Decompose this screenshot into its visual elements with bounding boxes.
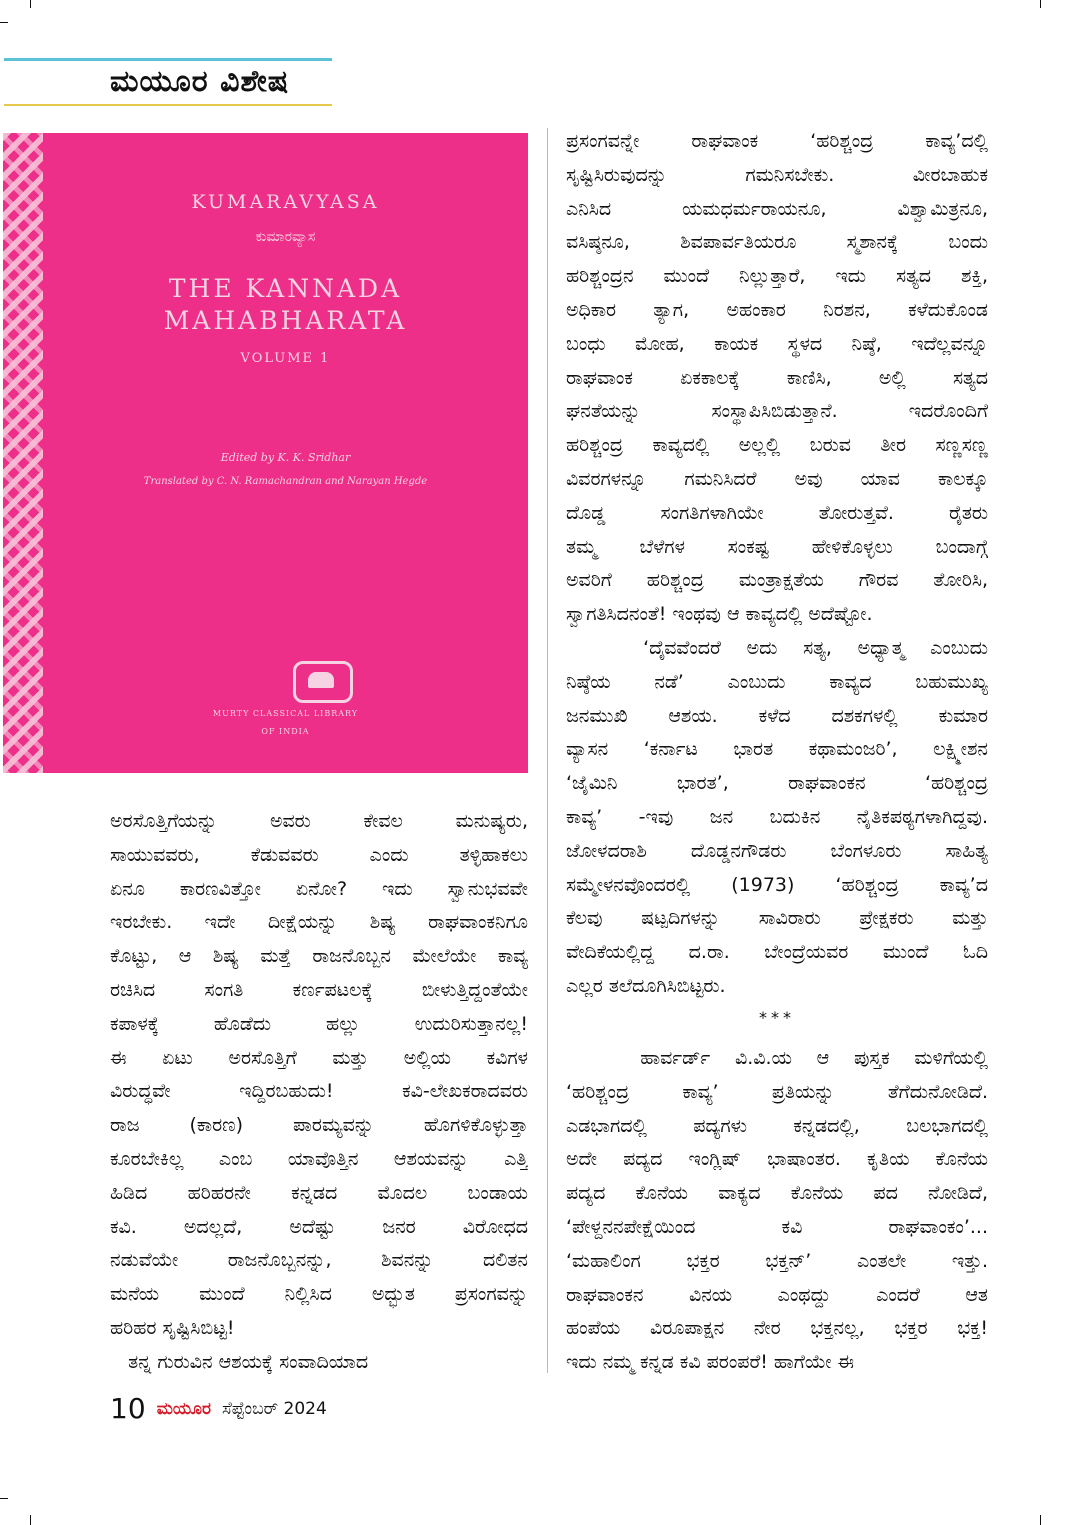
- text-line: ವಸಿಷ್ಠನೂ, ಶಿವಪಾರ್ವತಿಯರೂ ಸ್ಮಶಾನಕ್ಕೆ ಬಂದು: [566, 231, 988, 254]
- article-column-right-bottom: [566, 1042, 988, 1380]
- text-line: ಘನತೆಯನ್ನು ಸಂಸ್ಥಾಪಿಸಿಬಿಡುತ್ತಾನೆ. ಇದರೊಂದಿಗೆ: [566, 400, 988, 423]
- cover-author-kannada: ಕುಮಾರವ್ಯಾಸ: [255, 229, 316, 245]
- page-footer: [110, 1392, 327, 1425]
- text-line: ‘ಹರಿಶ್ಚಂದ್ರ ಕಾವ್ಯ’ ಪ್ರತಿಯನ್ನು ತೆಗೆದುನೋಡಿದೆ.: [566, 1080, 988, 1103]
- text-line: ರಾಘವಾಂಕ ಏಕಕಾಲಕ್ಕೆ ಕಾಣಿಸಿ, ಅಲ್ಲಿ ಸತ್ಯದ: [566, 366, 988, 389]
- text-line: ಅಧಿಕಾರ ತ್ಯಾಗ, ಅಹಂಕಾರ ನಿರಶನ, ಕಳೆದುಕೊಂಡ: [566, 298, 988, 321]
- text-line: ಅರಸೊತ್ತಿಗೆಯನ್ನು ಅವರು ಕೇವಲ ಮನುಷ್ಯರು,: [110, 810, 528, 832]
- text-line: ಈ ಏಟು ಅರಸೊತ್ತಿಗೆ ಮತ್ತು ಅಲ್ಲಿಯ ಕವಿಗಳ: [110, 1046, 528, 1069]
- text-line: ‘ಪೇಳ್ದನನಪೇಕ್ಷೆಯಿಂದ ಕವಿ ರಾಘವಾಂಕಂ’...: [566, 1215, 988, 1238]
- text-line: ‘ದೈವವೆಂದರೆ ಅದು ಸತ್ಯ, ಅಧ್ಯಾತ್ಮ ಎಂಬುದು: [566, 636, 988, 659]
- text-line: ಸ್ವಾಗತಿಸಿದನಂತೆ! ಇಂಥವು ಆ ಕಾವ್ಯದಲ್ಲಿ ಅದೆಷ್ಟೋ.: [566, 603, 873, 626]
- article-column-left: [110, 805, 528, 1380]
- text-line: ಕಪಾಳಕ್ಕೆ ಹೊಡೆದು ಹಲ್ಲು ಉದುರಿಸುತ್ತಾನಲ್ಲ!: [110, 1012, 528, 1035]
- crop-mark: [0, 22, 8, 23]
- crop-mark: [1040, 1515, 1041, 1525]
- text-line: ಜೋಳದರಾಶಿ ದೊಡ್ಡನಗೌಡರು ಬೆಂಗಳೂರು ಸಾಹಿತ್ಯ: [566, 839, 988, 862]
- text-line: ಏನೂ ಕಾರಣವಿತ್ತೋ ಏನೋ? ಇದು ಸ್ವಾನುಭವವೇ: [110, 877, 528, 900]
- text-line: ದೊಡ್ಡ ಸಂಗತಿಗಳಾಗಿಯೇ ತೋರುತ್ತವೆ. ರೈತರು: [566, 501, 988, 524]
- text-line: ಎಲ್ಲರ ತಲೆದೂಗಿಸಿಬಿಟ್ಟರು.: [566, 974, 726, 997]
- text-line: ಸೃಷ್ಟಿಸಿರುವುದನ್ನು ಗಮನಿಸಬೇಕು. ವೀರಬಾಹುಕ: [566, 163, 988, 186]
- section-title: ಮಯೂರ ವಿಶೇಷ: [110, 64, 290, 99]
- issue-date: ಸೆಪ್ಟೆಂಬರ್ 2024: [222, 1398, 327, 1419]
- text-line: ನಿಷ್ಠೆಯ ನಡೆ’ ಎಂಬುದು ಕಾವ್ಯದ ಬಹುಮುಖ್ಯ: [566, 670, 988, 693]
- cover-editor: Edited by K. K. Sridhar: [220, 451, 351, 464]
- text-line: ಕೊಟ್ಟು, ಆ ಶಿಷ್ಯ ಮತ್ತೆ ರಾಜನೊಬ್ಬನ ಮೇಲೆಯೇ ಕಾವ್ಯ: [110, 945, 528, 968]
- text-line: ವಿರುದ್ಧವೇ ಇದ್ದಿರಬಹುದು! ಕವಿ-ಲೇಖಕರಾದವರು: [110, 1080, 528, 1103]
- text-line: ರಾಘವಾಂಕನ ವಿನಯ ಎಂಥದ್ದು ಎಂದರೆ ಆತ: [566, 1283, 988, 1306]
- section-break: ***: [759, 1008, 795, 1027]
- text-line: ಸಾಯುವವರು, ಕೆಡುವವರು ಎಂದು ತಳ್ಳಿಹಾಕಲು: [110, 843, 528, 866]
- magazine-name: ಮಯೂರ: [156, 1398, 211, 1419]
- cover-translators: Translated by C. N. Ramachandran and Narayan Hegde: [143, 476, 428, 487]
- text-line: ತನ್ನ ಗುರುವಿನ ಆಶಯಕ್ಕೆ ಸಂವಾದಿಯಾದ: [110, 1350, 369, 1373]
- text-line: ಮನೆಯ ಮುಂದೆ ನಿಲ್ಲಿಸಿದ ಅದ್ಭುತ ಪ್ರಸಂಗವನ್ನು: [110, 1283, 528, 1306]
- text-line: ತಮ್ಮ ಬೆಳೆಗಳ ಸಂಕಷ್ಟ ಹೇಳಿಕೊಳ್ಳಲು ಬಂದಾಗ್ಗೆ: [566, 535, 988, 558]
- cover-author: KUMARAVYASA: [191, 191, 380, 213]
- text-line: ಇದು ನಮ್ಮ ಕನ್ನಡ ಕವಿ ಪರಂಪರೆ! ಹಾಗೆಯೇ ಈ: [566, 1351, 854, 1374]
- text-line: ರಚಿಸಿದ ಸಂಗತಿ ಕರ್ಣಪಟಲಕ್ಕೆ ಬೀಳುತ್ತಿದ್ದಂತೆಯೇ: [110, 978, 528, 1001]
- cover-volume: VOLUME 1: [240, 351, 331, 366]
- cover-title: THE KANNADA MAHABHARATA: [163, 274, 408, 335]
- text-line: ಹಂಪೆಯ ವಿರೂಪಾಕ್ಷನ ನೇರ ಭಕ್ತನಲ್ಲ, ಭಕ್ತರ ಭಕ್ತ!: [566, 1317, 988, 1340]
- text-line: ಜನಮುಖಿ ಆಶಯ. ಕಳೆದ ದಶಕಗಳಲ್ಲಿ ಕುಮಾರ: [566, 704, 988, 727]
- article-column-right-top: [566, 125, 988, 1004]
- text-line: ವಿವರಗಳನ್ನೂ ಗಮನಿಸಿದರೆ ಅವು ಯಾವ ಕಾಲಕ್ಕೂ: [566, 467, 988, 490]
- text-line: ಕವಿ. ಅದಲ್ಲದೆ, ಅದೆಷ್ಟು ಜನರ ವಿರೋಧದ: [110, 1215, 528, 1238]
- text-line: ಹರಿಹರ ಸೃಷ್ಟಿಸಿಬಿಟ್ಟ!: [110, 1316, 235, 1339]
- text-line: ಎನಿಸಿದ ಯಮಧರ್ಮರಾಯನೂ, ವಿಶ್ವಾಮಿತ್ರನೂ,: [566, 197, 988, 220]
- text-line: ಹಾರ್ವರ್ಡ್ ವಿ.ವಿ.ಯ ಆ ಪುಸ್ತಕ ಮಳಿಗೆಯಲ್ಲಿ: [566, 1047, 988, 1069]
- text-line: ಕಾವ್ಯ’ -ಇವು ಜನ ಬದುಕಿನ ನೈತಿಕಪಠ್ಯಗಳಾಗಿದ್ದವು.: [566, 805, 988, 828]
- text-line: ನಡುವೆಯೇ ರಾಜನೊಬ್ಬನನ್ನು, ಶಿವನನ್ನು ದಲಿತನ: [110, 1249, 528, 1272]
- text-line: ‘ಮಹಾಲಿಂಗ ಭಕ್ತರ ಭಕ್ತನ್’ ಎಂತಲೇ ಇತ್ತು.: [566, 1249, 988, 1272]
- text-line: ಹರಿಶ್ಚಂದ್ರ ಕಾವ್ಯದಲ್ಲಿ ಅಲ್ಲಲ್ಲಿ ಬರುವ ತೀರ ಸಣ್ಣಸಣ್ಣ: [566, 434, 988, 457]
- column-divider: [547, 128, 548, 1373]
- header-rule-bottom: [4, 104, 332, 106]
- text-line: ಸಮ್ಮೇಳನವೊಂದರಲ್ಲಿ (1973) ‘ಹರಿಶ್ಚಂದ್ರ ಕಾವ್ಯ’ದ: [566, 873, 988, 896]
- text-line: ವ್ಯಾಸನ ‘ಕರ್ನಾಟ ಭಾರತ ಕಥಾಮಂಜರಿ’, ಲಕ್ಷ್ಮೀಶನ: [566, 738, 988, 761]
- cover-publisher-location: OF INDIA: [261, 727, 310, 736]
- crop-mark: [30, 0, 31, 8]
- book-cover-image: [3, 133, 528, 773]
- text-line: ‘ಜೈಮಿನಿ ಭಾರತ’, ರಾಘವಾಂಕನ ‘ಹರಿಶ್ಚಂದ್ರ: [566, 772, 988, 795]
- text-line: ಅವರಿಗೆ ಹರಿಶ್ಚಂದ್ರ ಮಂತ್ರಾಕ್ಷತೆಯ ಗೌರವ ತೋರಿಸಿ,: [566, 569, 988, 592]
- text-line: ಪದ್ಯದ ಕೊನೆಯ ವಾಕ್ಯದ ಕೊನೆಯ ಪದ ನೋಡಿದೆ,: [566, 1182, 988, 1205]
- text-line: ಹಿಡಿದ ಹರಿಹರನೇ ಕನ್ನಡದ ಮೊದಲ ಬಂಡಾಯ: [110, 1181, 528, 1204]
- text-line: ವೇದಿಕೆಯಲ್ಲಿದ್ದ ದ.ರಾ. ಬೇಂದ್ರೆಯವರ ಮುಂದೆ ಓದಿ: [566, 941, 988, 964]
- elephant-logo-icon: [293, 661, 353, 703]
- text-line: ಇರಬೇಕು. ಇದೇ ದೀಕ್ಷೆಯನ್ನು ಶಿಷ್ಯ ರಾಘವಾಂಕನಿಗೂ: [110, 911, 528, 934]
- text-line: ಬಂಧು ಮೋಹ, ಕಾಯಕ ಸ್ಥಳದ ನಿಷ್ಠೆ, ಇದೆಲ್ಲವನ್ನೂ: [566, 332, 988, 355]
- cover-publisher: MURTY CLASSICAL LIBRARY: [212, 709, 359, 718]
- text-line: ರಾಜ (ಕಾರಣ) ಪಾರಮ್ಯವನ್ನು ಹೊಗಳಿಕೊಳ್ಳುತ್ತಾ: [110, 1114, 528, 1137]
- page-number: 10: [110, 1392, 146, 1425]
- text-line: ಪ್ರಸಂಗವನ್ನೇ ರಾಘವಾಂಕ ‘ಹರಿಶ್ಚಂದ್ರ ಕಾವ್ಯ’ದಲ್ಲಿ: [566, 130, 988, 152]
- text-line: ಕೆಲವು ಷಟ್ಪದಿಗಳನ್ನು ಸಾವಿರಾರು ಪ್ರೇಕ್ಷಕರು ಮತ್ತು: [566, 907, 988, 930]
- text-line: ಎಡಭಾಗದಲ್ಲಿ ಪದ್ಯಗಳು ಕನ್ನಡದಲ್ಲಿ, ಬಲಭಾಗದಲ್ಲಿ: [566, 1114, 988, 1137]
- text-line: ಅದೇ ಪದ್ಯದ ಇಂಗ್ಲಿಷ್ ಭಾಷಾಂತರ. ಕೃತಿಯ ಕೊನೆಯ: [566, 1148, 988, 1171]
- header-rule-top: [4, 58, 332, 61]
- crop-mark: [30, 1515, 31, 1525]
- text-line: ಕೂರಬೇಕಿಲ್ಲ ಎಂಬ ಯಾವೊತ್ತಿನ ಆಶಯವನ್ನು ಎತ್ತಿ: [110, 1147, 528, 1170]
- crop-mark: [1040, 0, 1041, 8]
- cover-pattern-overlay: [3, 133, 43, 773]
- crop-mark: [0, 1498, 8, 1499]
- text-line: ಹರಿಶ್ಚಂದ್ರನ ಮುಂದೆ ನಿಲ್ಲುತ್ತಾರೆ, ಇದು ಸತ್ಯದ ಶಕ್ತಿ,: [566, 265, 988, 288]
